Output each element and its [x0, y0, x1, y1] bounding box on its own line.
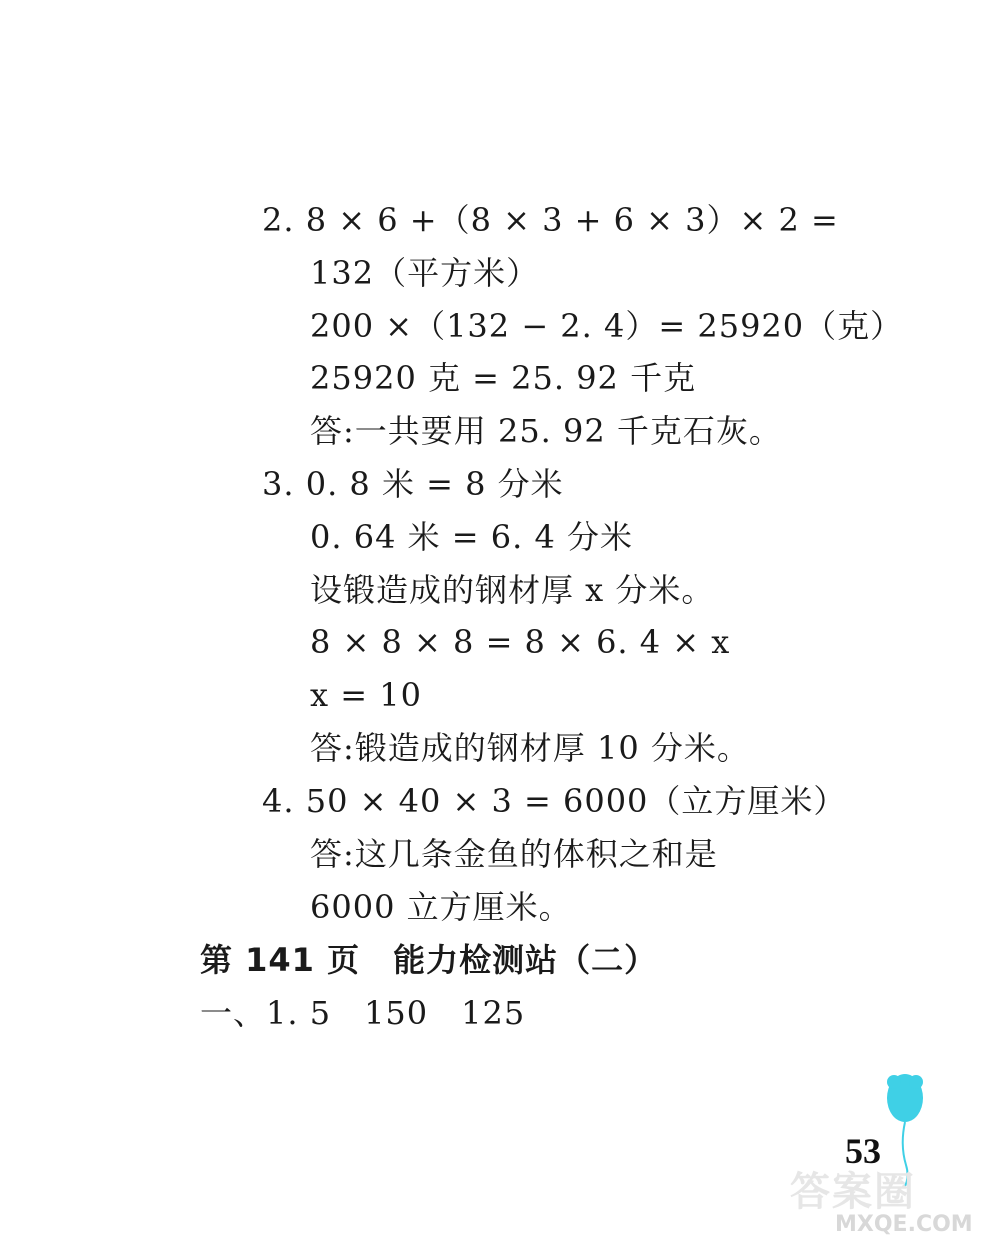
answer-line: 一、1. 5 150 125	[200, 994, 526, 1032]
problem-2-answer: 答:一共要用 25. 92 千克石灰。	[310, 412, 782, 450]
problem-3-line-3: 设锻造成的钢材厚 x 分米。	[310, 571, 715, 609]
problem-4-answer-cont: 6000 立方厘米。	[310, 888, 572, 926]
problem-2-line-1: 2. 8 × 6 +（8 × 3 + 6 × 3）× 2 =	[262, 201, 839, 239]
problem-4-answer: 答:这几条金鱼的体积之和是	[310, 835, 718, 873]
section-heading: 第 141 页 能力检测站（二）	[200, 941, 658, 979]
page-number: 53	[845, 1131, 881, 1171]
problem-4-line-1: 4. 50 × 40 × 3 = 6000（立方厘米）	[262, 782, 847, 820]
problem-2-line-3: 200 ×（132 − 2. 4）= 25920（克）	[310, 307, 904, 345]
watermark	[790, 1160, 990, 1245]
problem-3-line-1: 3. 0. 8 米 = 8 分米	[262, 465, 564, 503]
problem-3-line-4: 8 × 8 × 8 = 8 × 6. 4 × x	[310, 623, 731, 661]
watermark-url: MXQE.COM	[835, 1212, 973, 1237]
problem-2-line-2: 132（平方米）	[310, 254, 540, 292]
problem-2-line-4: 25920 克 = 25. 92 千克	[310, 359, 697, 397]
problem-3-answer: 答:锻造成的钢材厚 10 分米。	[310, 729, 750, 767]
problem-3-line-2: 0. 64 米 = 6. 4 分米	[310, 518, 633, 556]
problem-3-line-5: x = 10	[310, 676, 422, 714]
watermark-logo: 答案圈	[790, 1169, 916, 1215]
